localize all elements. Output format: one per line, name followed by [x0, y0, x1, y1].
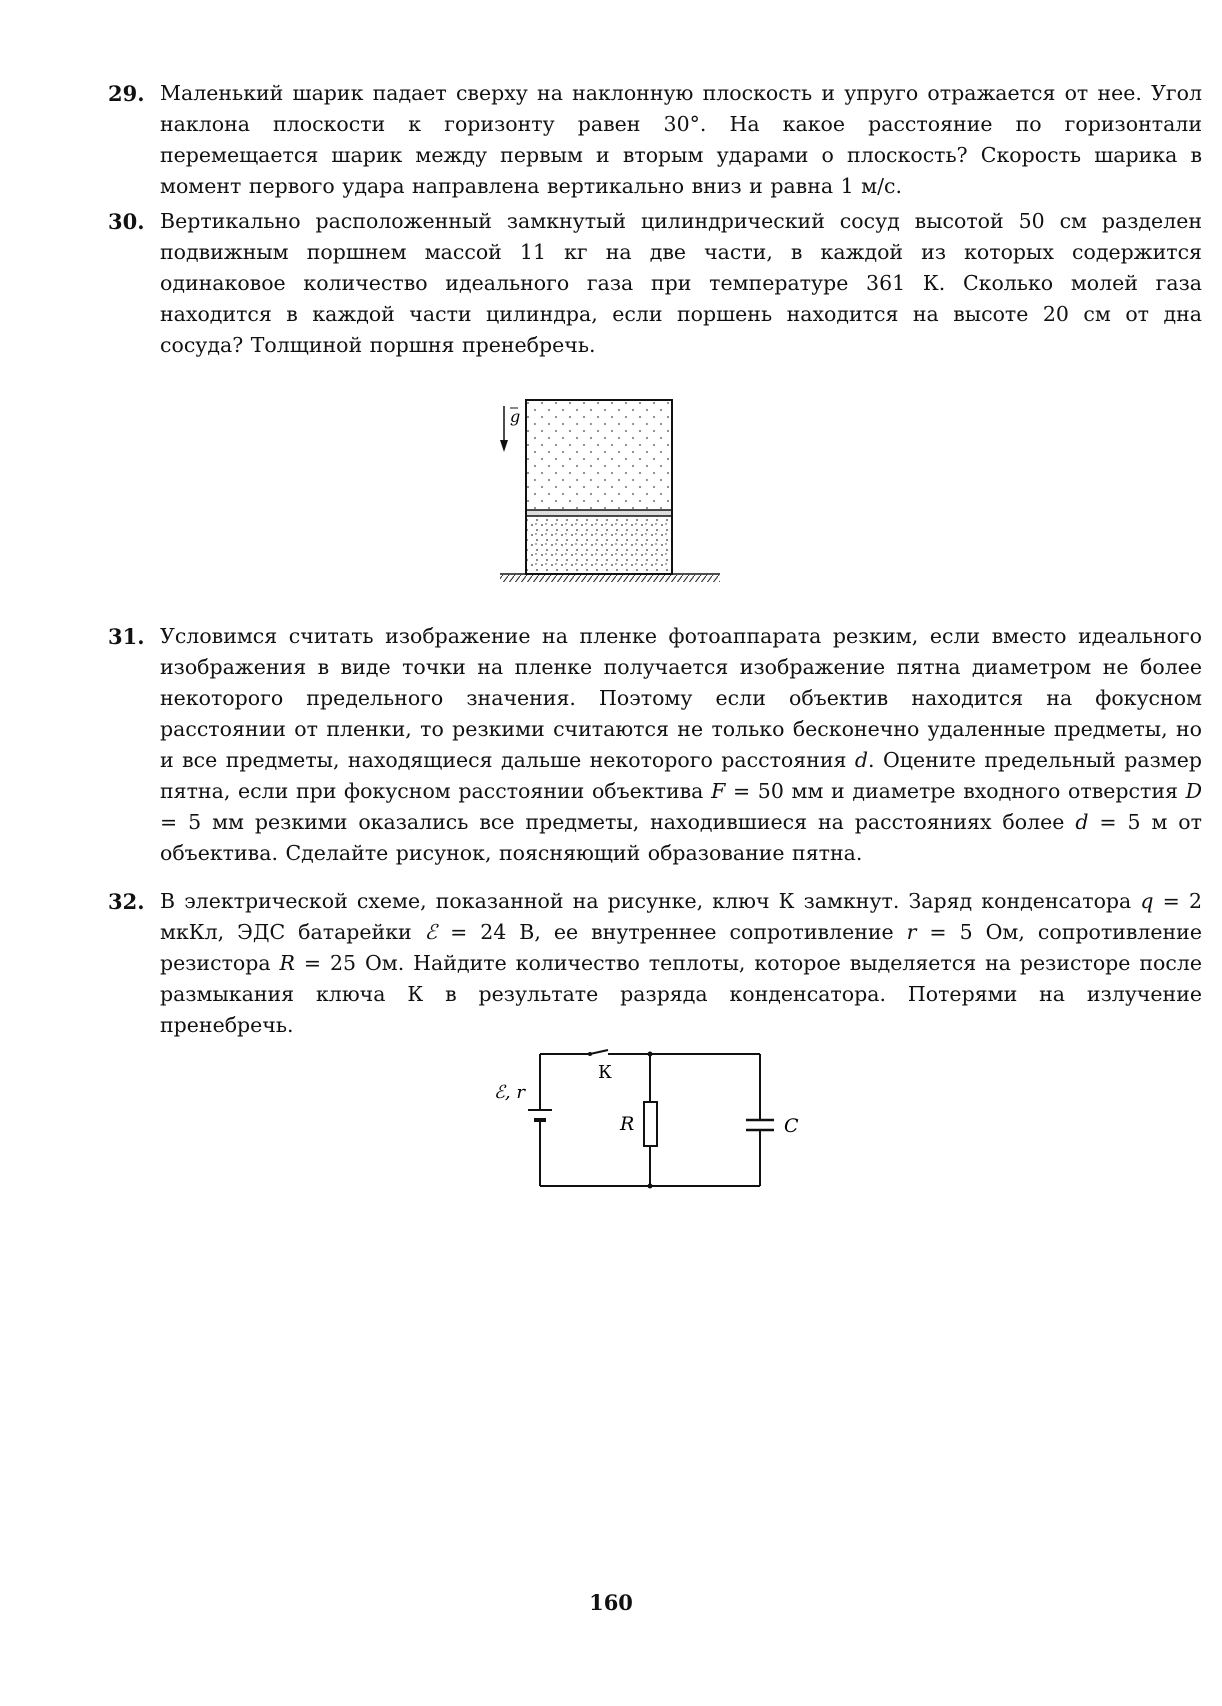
variable: r: [906, 920, 917, 944]
text-part: = 5 мм резкими оказались все предметы, находившиеся на расстояниях более: [160, 810, 1076, 834]
variable: F: [711, 779, 726, 803]
text-part: = 25 Ом. Найдите количество теплоты, которое выделяется на резисторе после размыкания ключа К в результате разряда конденсатора. Потерями на излучение пренебречь.: [160, 951, 1202, 1037]
problem-text: Вертикально расположенный замкнутый цилиндрический сосуд высотой 50 см разделен подвижным поршнем массой 11 кг на две части, в каждой из которых содержится одинаковое количество идеального газа при температуре 361 К. Сколько молей газа находится в каждой части цилиндра, если поршень находится на высоте 20 см от дна сосуда? Толщиной поршня пренебречь.: [160, 209, 1202, 357]
battery-label: ℰ, r: [494, 1082, 525, 1103]
problem-text: [160, 621, 1202, 869]
problem-number: 30.: [108, 209, 145, 234]
variable: D: [1185, 779, 1203, 803]
gravity-arrow-head: [500, 440, 508, 452]
switch-blade: [590, 1050, 608, 1054]
upper-gas: [526, 400, 672, 510]
problem-31: [108, 621, 1202, 869]
piston: [526, 510, 672, 516]
circuit-figure: [480, 1040, 820, 1200]
capacitor-label: C: [784, 1115, 799, 1137]
problem-30: [108, 206, 1202, 361]
switch-contact: [588, 1052, 592, 1056]
variable: d: [1075, 810, 1089, 834]
problem-text: [160, 886, 1202, 1041]
problem-29: [108, 78, 1202, 202]
cylinder-figure: [490, 392, 750, 592]
gravity-label: g: [510, 407, 521, 426]
text-part: В электрической схеме, показанной на рисунке, ключ К замкнут. Заряд конденсатора: [160, 889, 1141, 913]
variable: R: [279, 951, 295, 975]
lower-gas: [526, 516, 672, 574]
text-part: = 50 мм и диаметре входного отверстия: [725, 779, 1186, 803]
resistor-label: R: [620, 1113, 635, 1135]
problem-number: 29.: [108, 81, 145, 106]
text-part: = 5 м от объектива. Сделайте рисунок, поясняющий образование пятна.: [160, 810, 1202, 865]
circuit-diagram: [480, 1040, 820, 1200]
text-part: . Оцените предельный размер пятна, если при фокусном расстоянии объектива: [160, 748, 1202, 803]
page-number: 160: [589, 1590, 633, 1615]
text-part: Условимся считать изображение на пленке фотоаппарата резким, если вместо идеального изображения в виде точки на пленке получается изображение пятна диаметром не более некоторого предельного значения. Поэтому если объектив находится на фокусном расстоянии от пленки, то резкими считаются не только бесконечно удаленные предметы, но и все предметы, находящиеся дальше некоторого расстояния: [160, 624, 1202, 772]
variable: ℰ: [424, 920, 438, 944]
resistor: [644, 1102, 657, 1146]
text-part: = 5 Ом, сопротивление резистора: [160, 920, 1202, 975]
problem-number: 31.: [108, 624, 145, 649]
junction-top: [648, 1052, 653, 1057]
key-label: К: [598, 1062, 612, 1083]
problem-text: Маленький шарик падает сверху на наклонную плоскость и упруго отражается от нее. Угол наклона плоскости к горизонту равен 30°. На какое расстояние по горизонтали перемещается шарик между первым и вторым ударами о плоскость? Скорость шарика в момент первого удара направлена вертикально вниз и равна 1 м/с.: [160, 81, 1202, 198]
problem-32: [108, 886, 1202, 1041]
text-part: = 24 В, ее внутреннее сопротивление: [437, 920, 907, 944]
cylinder-diagram: [490, 392, 750, 592]
problem-number: 32.: [108, 889, 145, 914]
ground-hatch: [500, 575, 720, 582]
text-part: = 2 мкКл, ЭДС батарейки: [160, 889, 1202, 944]
variable: d: [854, 748, 869, 772]
variable: q: [1140, 889, 1154, 913]
